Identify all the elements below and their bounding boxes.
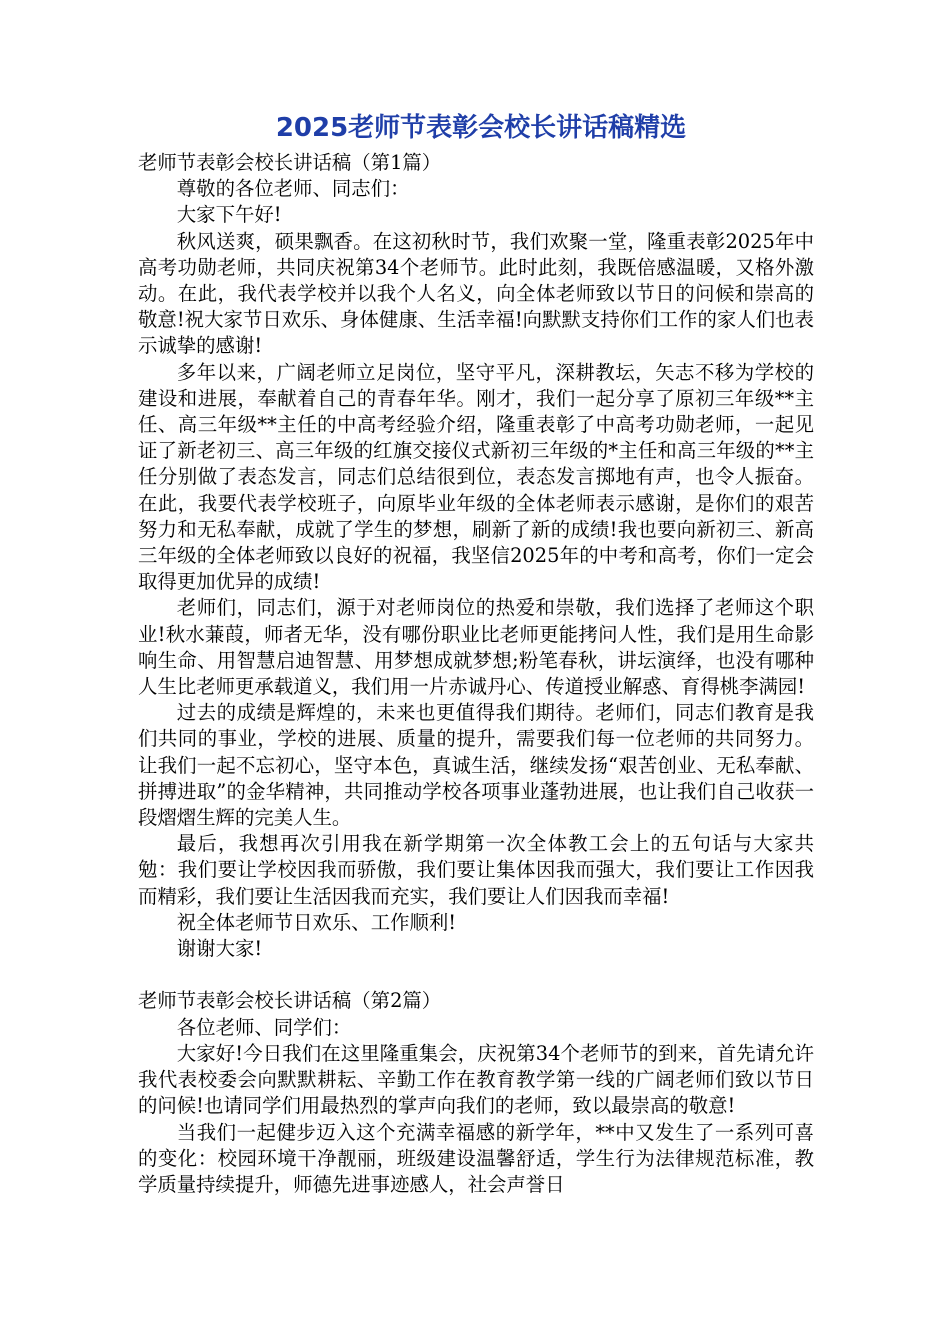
body-paragraph: 当我们一起健步迈入这个充满幸福感的新学年，**中又发生了一系列可喜的变化：校园环境干净靓丽，班级建设温馨舒适，学生行为法律规范标准，教学质量持续提升，师德先进事迹感人，社会声誉日 — [138, 1120, 814, 1196]
document-title: 2025老师节表彰会校长讲话稿精选 — [275, 113, 687, 143]
section-heading: 老师节表彰会校长讲话稿（第1篇） — [138, 151, 442, 174]
body-paragraph: 秋风送爽，硕果飘香。在这初秋时节，我们欢聚一堂，隆重表彰2025年中高考功勋老师，共同庆祝第34个老师节。此时此刻，我既倍感温暖，又格外激动。在此，我代表学校并以我个人名义，向全体老师致以节日的问候和崇高的敬意!祝大家节日欢乐、身体健康、生活幸福!向默默支持你们工作的家人们也表示诚挚的感谢! — [138, 229, 814, 358]
salutation: 各位老师、同学们： — [176, 1015, 352, 1039]
body-paragraph: 大家好!今日我们在这里隆重集会，庆祝第34个老师节的到来，首先请允许我代表校委会向默默耕耘、辛勤工作在教育教学第一线的广阔老师们致以节日的问候!也请同学们用最热烈的掌声向我们的老师，致以最崇高的敬意! — [138, 1041, 814, 1118]
salutation: 尊敬的各位老师、同志们： — [176, 177, 410, 201]
body-paragraph: 最后，我想再次引用我在新学期第一次全体教工会上的五句话与大家共勉：我们要让学校因我而骄傲，我们要让集体因我而强大，我们要让工作因我而精彩，我们要让生活因我而充实，我们要让人们因我而幸福! — [138, 832, 814, 908]
body-paragraph: 过去的成绩是辉煌的，未来也更值得我们期待。老师们，同志们教育是我们共同的事业，学校的进展、质量的提升，需要我们每一位老师的共同努力。让我们一起不忘初心，坚守本色，真诚生活，继续发扬“艰苦创业、无私奉献、拼搏进取”的金华精神，共同推动学校各项事业蓬勃进展，也让我们自己收获一段熠熠生辉的完美人生。 — [138, 701, 814, 830]
section-heading: 老师节表彰会校长讲话稿（第2篇） — [138, 989, 442, 1013]
greeting: 大家下午好! — [176, 203, 282, 227]
document-page — [138, 110, 814, 1198]
section-1 — [138, 150, 814, 962]
body-paragraph: 多年以来，广阔老师立足岗位，坚守平凡，深耕教坛，矢志不移为学校的建设和进展，奉献着自己的青春年华。刚才，我们一起分享了原初三年级**主任、高三年级**主任的中高考经验介绍，隆重表彰了中高考功勋老师，一起见证了新老初三、高三年级的红旗交接仪式新初三年级的*主任和高三年级的**主任分别做了表态发言，同志们总结很到位，表态发言掷地有声，也令人振奋。在此，我要代表学校班子，向原毕业年级的全体老师表示感谢，是你们的艰苦努力和无私奉献，成就了学生的梦想，刷新了新的成绩!我也要向新初三、新高三年级的全体老师致以良好的祝福，我坚信2025年的中考和高考，你们一定会取得更加优异的成绩! — [138, 360, 814, 594]
closing-wish: 祝全体老师节日欢乐、工作顺利! — [176, 910, 457, 934]
closing-thanks: 谢谢大家! — [176, 937, 263, 961]
section-2 — [138, 988, 814, 1198]
section-spacer — [138, 962, 814, 988]
body-paragraph: 老师们，同志们，源于对老师岗位的热爱和崇敬，我们选择了老师这个职业!秋水蒹葭，师者无华，没有哪份职业比老师更能拷问人性，我们是用生命影响生命、用智慧启迪智慧、用梦想成就梦想;粉笔春秋，讲坛演绎，也没有哪种人生比老师更承载道义，我们用一片赤诚丹心、传道授业解惑、育得桃李满园! — [138, 596, 814, 699]
